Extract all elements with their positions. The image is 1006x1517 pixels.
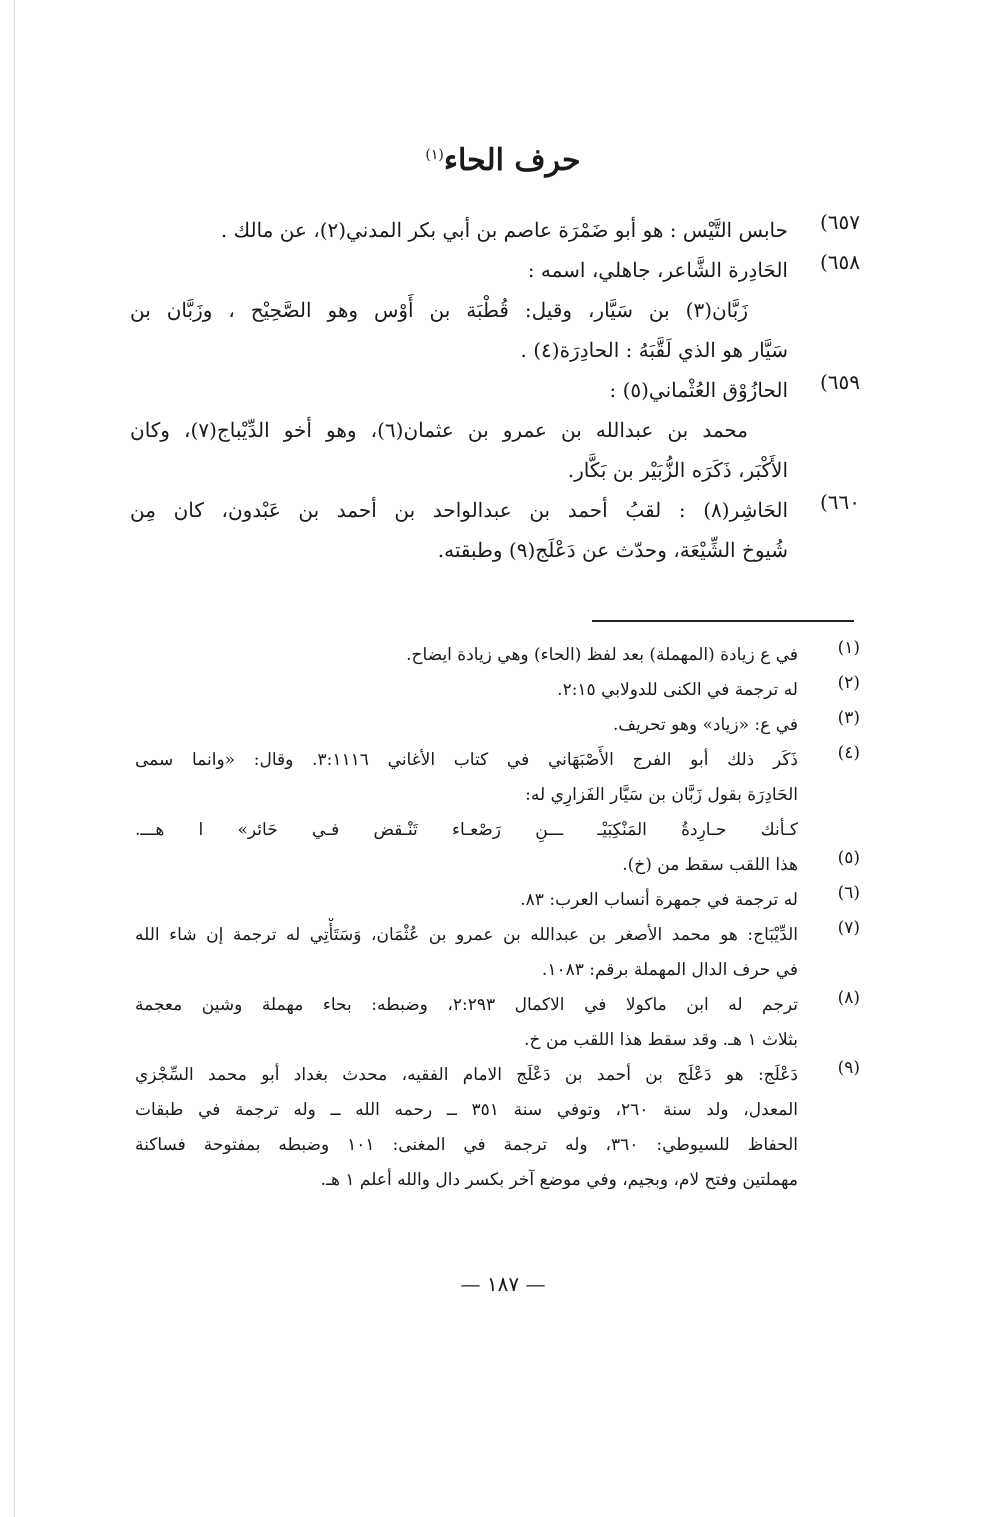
entry-number: ٦٥٨)	[819, 250, 860, 274]
footnote-line: في حرف الدال المهملة برقم: ١٠٨٣.	[541, 960, 798, 980]
entry-line: الحَاشِر(٨) : لقبُ أحمد بن عبدالواحد بن أحمد بن عَبْدون، كان مِن	[130, 498, 788, 522]
entry-line: سَيَّار هو الذي لَقَّبَهُ : الحادِرَة(٤) .	[520, 338, 788, 362]
footnote-line: الدِّيْبَاج: هو محمد الأصغر بن عبدالله بن عمرو بن عُثْمَان، وَسَتَأْتِي له ترجمة إن شاء الله	[135, 925, 798, 945]
footnote-4	[135, 743, 860, 848]
footnote-9	[135, 1058, 860, 1198]
footnote-line: في ع زيادة (المهملة) بعد لفظ (الحاء) وهي زيادة ايضاح.	[406, 645, 798, 665]
title-text: حرف الحاء	[443, 143, 581, 178]
footnote-line: مهملتين وفتح لام، وبجيم، وفي موضع آخر بكسر دال والله أعلم ١ هـ.	[320, 1170, 798, 1190]
entry-658-body	[130, 290, 860, 370]
footnote-number: (١)	[837, 638, 860, 658]
footnote-line: له ترجمة في الكنى للدولابي ٢:١٥.	[557, 680, 798, 700]
entry-number: ٦٥٩)	[819, 370, 860, 394]
entry-line: محمد بن عبدالله بن عمرو بن عثمان(٦)، وهو أخو الدِّيْباج(٧)، وكان	[130, 418, 748, 442]
footnote-5	[135, 848, 860, 883]
footnote-line: في ع: «زياد» وهو تحريف.	[612, 715, 798, 735]
entry-659-body	[130, 410, 860, 490]
entry-657	[130, 210, 860, 250]
footnote-line: بثلاث ١ هـ. وقد سقط هذا اللقب من خ.	[524, 1030, 798, 1050]
entry-line: الحَادِرة الشَّاعر، جاهلي، اسمه :	[527, 258, 788, 282]
footnote-line: دَعْلَج: هو دَعْلَج بن أحمد بن دَعْلَج الامام الفقيه، محدث بغداد أبو محمد السِّجْزي	[135, 1065, 798, 1085]
entry-line: زَبَّان(٣) بن سَيَّار، وقيل: قُطْبَة بن أَوْس وهو الصَّحِيْح ، وزَبَّان بن	[130, 298, 748, 322]
footnote-number: (٥)	[837, 848, 860, 868]
footnote-line: هذا اللقب سقط من (خ).	[622, 855, 798, 875]
page-title	[0, 143, 1006, 178]
footnote-line: ترجم له ابن ماكولا في الاكمال ٢:٢٩٣، وضبطه: بحاء مهملة وشين معجمة	[135, 995, 798, 1015]
footnote-7	[135, 918, 860, 988]
footnotes-list	[135, 638, 860, 1198]
entry-line: الأَكْبَر، ذَكَرَه الزُّبَيْر بن بَكَّار.	[567, 458, 788, 482]
footnote-number: (٨)	[837, 988, 860, 1008]
footnote-number: (٦)	[837, 883, 860, 903]
entry-number: ٦٦٠)	[819, 490, 860, 514]
page-number: — ١٨٧ —	[460, 1272, 546, 1296]
footnote-number: (٩)	[837, 1058, 860, 1078]
footnote-number: (٢)	[837, 673, 860, 693]
footnote-line: الحفاظ للسيوطي: ٣٦٠، وله ترجمة في المغنى: ١٠١ وضبطه بمفتوحة فساكنة	[135, 1135, 798, 1155]
footnote-number: (٧)	[837, 918, 860, 938]
footnote-verse-line: كـأنك حـارِدةُ المَنْكِبَيْـ ـــنِ رَصْعـاء تَنْـقض فـي حَائر» ا هـــ.	[135, 820, 798, 840]
footnote-separator	[592, 620, 854, 622]
entries-list	[130, 210, 860, 570]
footnote-line: المعدل، ولد سنة ٢٦٠، وتوفي سنة ٣٥١ ــ رحمه الله ــ وله ترجمة في طبقات	[135, 1100, 798, 1120]
footnote-line: الحَادِرَة بقول زَبَّان بن سَيَّار الفَزارِي له:	[525, 785, 798, 805]
entry-660	[130, 490, 860, 570]
entry-number: ٦٥٧)	[819, 210, 860, 234]
entry-658	[130, 250, 860, 290]
footnote-number: (٤)	[837, 743, 860, 763]
footnote-3	[135, 708, 860, 743]
footnote-line: له ترجمة في جمهرة أنساب العرب: ٨٣.	[520, 890, 798, 910]
entry-659	[130, 370, 860, 410]
footnote-1	[135, 638, 860, 673]
footnote-8	[135, 988, 860, 1058]
title-footnote-marker: (١)	[425, 147, 444, 163]
footnote-number: (٣)	[837, 708, 860, 728]
footnote-6	[135, 883, 860, 918]
entry-line: الحازُوْق العُثْماني(٥) :	[609, 378, 788, 402]
footnote-2	[135, 673, 860, 708]
entry-line: حابس التَّيْس : هو أبو ضَمْرَة عاصم بن أبي بكر المدني(٢)، عن مالك .	[220, 218, 788, 242]
footnote-line: ذَكَر ذلك أبو الفرج الأَصْبَهَاني في كتاب الأغاني ٣:١١١٦. وقال: «وانما سمى	[135, 750, 798, 770]
entry-line: شُيوخ الشِّيْعَة، وحدّث عن دَعْلَج(٩) وطبقته.	[437, 538, 788, 562]
